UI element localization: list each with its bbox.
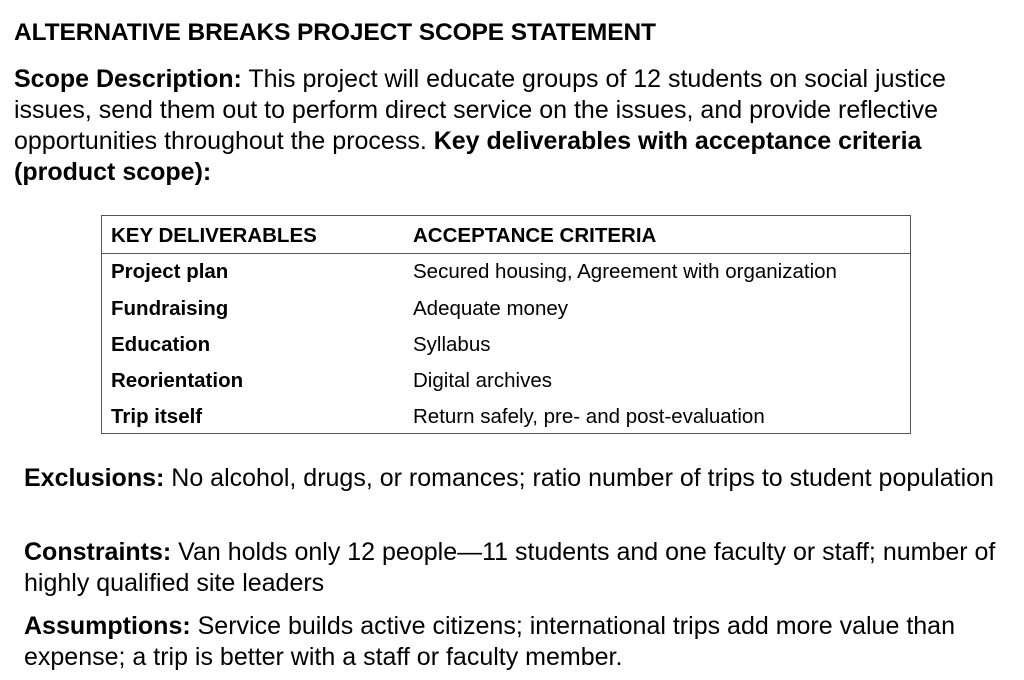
- constraints-text: Van holds only 12 people—11 students and one faculty or staff; number of highly qualified site leaders: [24, 538, 996, 597]
- deliverables-table: [101, 215, 911, 434]
- table-row: [102, 291, 910, 327]
- criteria-cell: Return safely, pre- and post-evaluation: [413, 405, 765, 428]
- table-row: [102, 399, 910, 435]
- deliverable-cell: Education: [111, 333, 211, 356]
- criteria-cell: Syllabus: [413, 333, 491, 356]
- table-row: [102, 327, 910, 363]
- exclusions-text: No alcohol, drugs, or romances; ratio number of trips to student population: [164, 464, 994, 492]
- assumptions-paragraph: [24, 611, 1014, 673]
- table-header: [102, 216, 910, 254]
- deliverable-cell: Project plan: [111, 260, 229, 283]
- header-key-deliverables: KEY DELIVERABLES: [111, 224, 317, 247]
- scope-description: [14, 64, 1014, 188]
- page-title: ALTERNATIVE BREAKS PROJECT SCOPE STATEMENT: [14, 19, 656, 46]
- criteria-cell: Secured housing, Agreement with organization: [413, 260, 837, 283]
- deliverable-cell: Reorientation: [111, 369, 244, 392]
- table-row: [102, 254, 910, 290]
- assumptions-label: Assumptions:: [24, 612, 191, 640]
- key-deliverables-label: Key deliverables with acceptance criteria (product scope):: [14, 127, 922, 186]
- exclusions-paragraph: [24, 463, 1014, 494]
- criteria-cell: Digital archives: [413, 369, 552, 392]
- table-row: [102, 363, 910, 399]
- constraints-paragraph: [24, 537, 1014, 599]
- scope-label: Scope Description:: [14, 65, 242, 93]
- header-acceptance-criteria: ACCEPTANCE CRITERIA: [413, 224, 657, 247]
- constraints-label: Constraints:: [24, 538, 172, 566]
- assumptions-text: Service builds active citizens; international trips add more value than expense; a trip is better with a staff or faculty member.: [24, 612, 955, 671]
- scope-text: This project will educate groups of 12 students on social justice issues, send them out to perform direct service on the issues, and provide reflective opportunities throughout the process.: [14, 65, 946, 155]
- deliverable-cell: Trip itself: [111, 405, 203, 428]
- criteria-cell: Adequate money: [413, 297, 569, 320]
- exclusions-label: Exclusions:: [24, 464, 165, 492]
- deliverable-cell: Fundraising: [111, 297, 229, 320]
